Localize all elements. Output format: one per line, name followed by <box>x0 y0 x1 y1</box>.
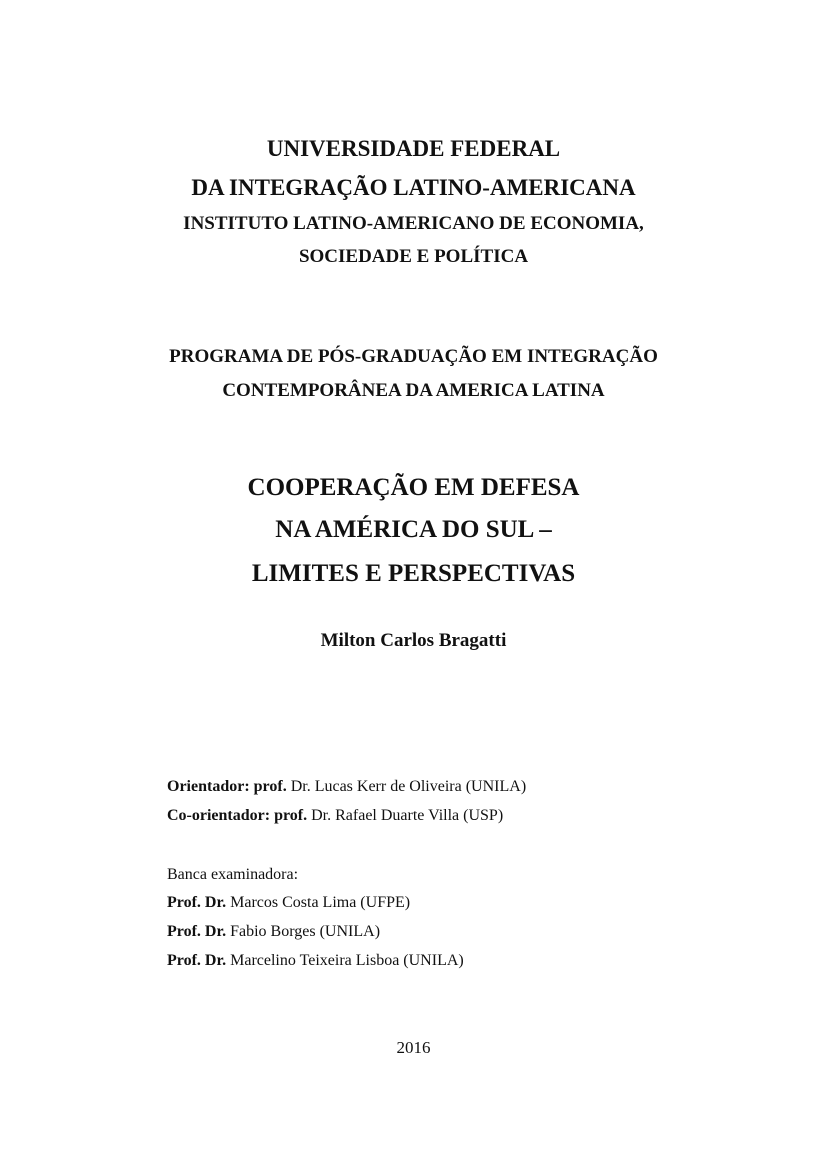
committee-member-name: Marcos Costa Lima (UFPE) <box>226 894 411 911</box>
coadvisor-name: Dr. Rafael Duarte Villa (USP) <box>307 807 504 824</box>
publication-year: 2016 <box>396 1038 431 1057</box>
committee-member <box>167 923 380 941</box>
thesis-title-line2: NA AMÉRICA DO SUL – <box>275 516 552 543</box>
advisor-label: Orientador: prof. <box>167 778 287 795</box>
committee-member-name: Fabio Borges (UNILA) <box>226 923 381 940</box>
university-name-line1: UNIVERSIDADE FEDERAL <box>266 136 561 161</box>
advisor-name: Dr. Lucas Kerr de Oliveira (UNILA) <box>286 778 527 795</box>
committee-member-name: Marcelino Teixeira Lisboa (UNILA) <box>226 952 464 969</box>
committee-member-title: Prof. Dr. <box>167 923 227 940</box>
institute-name-line1: INSTITUTO LATINO-AMERICANO DE ECONOMIA, <box>183 213 644 234</box>
author-name: Milton Carlos Bragatti <box>320 630 507 651</box>
committee-member-title: Prof. Dr. <box>167 894 227 911</box>
committee-member <box>167 894 410 912</box>
institute-name-line2: SOCIEDADE E POLÍTICA <box>298 246 529 267</box>
coadvisor-label: Co-orientador: prof. <box>167 807 308 824</box>
university-name-line2: DA INTEGRAÇÃO LATINO-AMERICANA <box>191 175 636 200</box>
thesis-title-line1: COOPERAÇÃO EM DEFESA <box>247 474 580 501</box>
committee-member <box>167 952 464 970</box>
coadvisor-line <box>167 807 503 825</box>
program-name-line2: CONTEMPORÂNEA DA AMERICA LATINA <box>222 380 605 401</box>
advisor-line <box>167 778 526 796</box>
thesis-title-line3: LIMITES E PERSPECTIVAS <box>251 560 576 587</box>
committee-heading: Banca examinadora: <box>167 866 299 883</box>
program-name-line1: PROGRAMA DE PÓS-GRADUAÇÃO EM INTEGRAÇÃO <box>169 346 658 367</box>
committee-member-title: Prof. Dr. <box>167 952 227 969</box>
